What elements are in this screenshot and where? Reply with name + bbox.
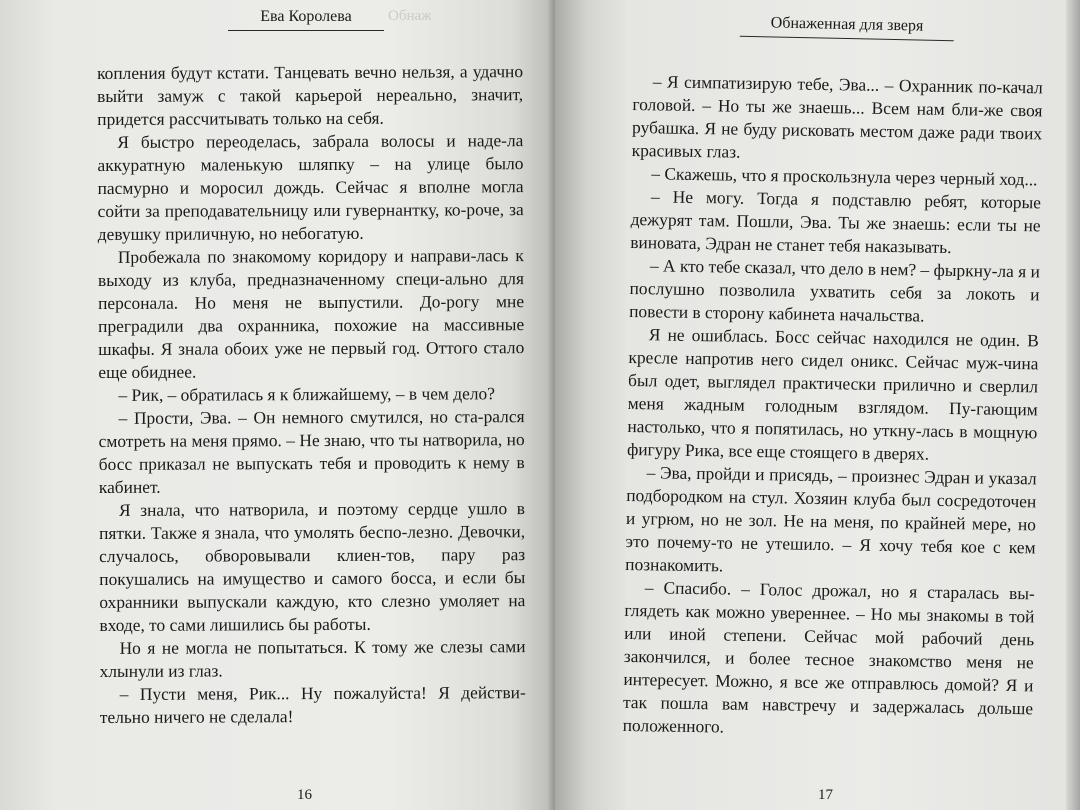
page-number: 16 bbox=[297, 787, 312, 803]
paragraph: – Не могу. Тогда я подставлю ребят, которые дежурят там. Пошли, Эва. Ты же знаешь: если ты не виновата, Эдран не станет тебя наказывать. bbox=[630, 186, 1042, 258]
paragraph: Но я не могла не попытаться. К тому же слезы сами хлынули из глаз. bbox=[99, 636, 526, 681]
right-page-body bbox=[623, 70, 1043, 743]
left-running-head: Ева Королева bbox=[228, 8, 384, 31]
paragraph: – Прости, Эва. – Он немного смутился, но ста-рался смотреть на меня прямо. – Не знаю, что ты натворила, но босс приказал не выпускать тебя и проводить к нему в кабинет. bbox=[98, 406, 525, 497]
paragraph: Я быстро переоделась, забрала волосы и наде-ла аккуратную маленькую шляпку – на улице было пасмурно и моросил дождь. Сейчас я вполне могла сойти за преподавательницу или гувернантку, ко-роче, за девушку приличную, но небогатую. bbox=[97, 130, 524, 244]
paragraph: – А кто тебе сказал, что дело в нем? – фыркну-ла я и послушно позволила ухватить себя за локоть и повести в сторону кабинета начальства. bbox=[629, 255, 1041, 326]
show-through-text: Обнаж bbox=[388, 8, 432, 24]
right-page bbox=[555, 0, 1080, 810]
page-edge bbox=[1066, 0, 1080, 810]
paragraph: – Рик, – обратилась я к ближайшему, – в чем дело? bbox=[118, 383, 495, 405]
paragraph: копления будут кстати. Танцевать вечно нельзя, а удачно выйти замуж с такой карьерой нереально, значит, придется рассчитывать только на себя. bbox=[97, 61, 524, 129]
paragraph: Я знала, что натворила, и поэтому сердце ушло в пятки. Также я знала, что умолять беспо-лезно. Девочки, случалось, обворовывали клиен-тов, пару раз покушались на имущество и самого босса, и если бы охранники выпускали каждую, кто слезно умоляет на входе, то сами лишились бы работы. bbox=[99, 498, 526, 635]
paragraph: Пробежала по знакомому коридору и направи-лась к выходу из клуба, предназначенному специ-ально для персонала. Но меня не выпустили. До-рогу мне преградили два охранника, похожие на массивные шкафы. Я знала обоих уже не первый год. Оттого стало еще обиднее. bbox=[97, 245, 525, 382]
page-number: 17 bbox=[818, 787, 833, 803]
paragraph: – Спасибо. – Голос дрожал, но я старалась вы-глядеть как можно увереннее. – Но мы знакомы в той или иной степени. Сейчас мой рабочий день закончился, и более тесное знакомство меня не интересует. Можно, я все же отправлюсь домой? Я и так пошла вам навстречу и задержалась дольше положенного. bbox=[622, 577, 1035, 737]
paragraph: – Эва, пройди и присядь, – произнес Эдран и указал подбородком на стул. Хозяин клуба был сосредоточен и угрюм, но не зол. Не на меня, по крайней мере, но это почему-то не утешило. – Я хочу тебя кое с кем познакомить. bbox=[625, 462, 1037, 576]
right-running-head: Обнаженная для зверя bbox=[740, 14, 954, 41]
left-page-body bbox=[97, 60, 526, 729]
paragraph: – Пусти меня, Рик... Ну пожалуйста! Я действи-тельно ничего не сделала! bbox=[99, 682, 526, 727]
paragraph: Я не ошиблась. Босс сейчас находился не один. В кресле напротив него сидел оникс. Сейчас муж-чина был одет, выглядел практически прилично и сверлил меня жадным голодным взглядом. Пу-гающим настолько, что я попятилась, но уткну-лась в мощную фигуру Рика, все еще стоящего в дверях. bbox=[626, 324, 1039, 464]
paragraph: – Скажешь, что я проскользнула через черный ход... bbox=[651, 163, 1038, 190]
paragraph: – Я симпатизирую тебе, Эва... – Охранник по-качал головой. – Но ты же знаешь... Всем нам бли-же своя рубашка. Я не буду рисковать местом даже ради твоих красивых глаз. bbox=[631, 71, 1043, 162]
